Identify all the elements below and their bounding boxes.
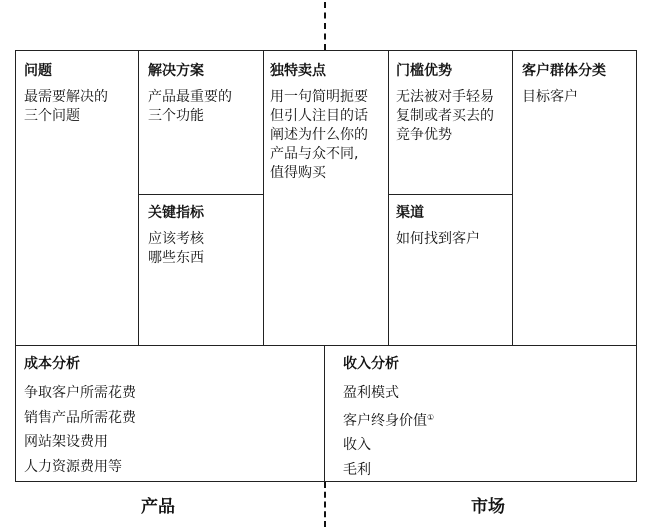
cell-solution (148, 62, 260, 126)
footnote-marker: ① (427, 412, 435, 422)
problem-line: 三个问题 (24, 108, 80, 124)
list-item: 人力资源费用等 (24, 458, 122, 475)
channels-body (396, 230, 510, 249)
uvp-body (270, 88, 386, 183)
unfair-advantage-title: 门槛优势 (396, 63, 452, 79)
customer-segments-title: 客户群体分类 (522, 63, 606, 79)
key-metrics-line: 应该考核 (148, 231, 204, 247)
cell-unique-value-proposition (270, 62, 386, 183)
uvp-line: 产品与众不同, (270, 146, 359, 162)
list-item: 收入 (343, 437, 371, 453)
list-item: 毛利 (343, 461, 371, 478)
cell-revenue-streams (343, 355, 633, 482)
divider-h-left (138, 194, 263, 195)
cost-structure-list (24, 381, 320, 479)
solution-line: 产品最重要的 (148, 89, 232, 105)
problem-line: 最需要解决的 (24, 89, 108, 105)
list-item: 争取客户所需花费 (24, 385, 136, 401)
key-metrics-line: 哪些东西 (148, 250, 204, 266)
list-item (343, 406, 633, 434)
channels-title: 渠道 (396, 205, 424, 221)
solution-title: 解决方案 (148, 63, 204, 79)
solution-body (148, 88, 260, 126)
key-metrics-body (148, 230, 260, 268)
divider-bottom-middle (324, 345, 325, 482)
cell-cost-structure (24, 355, 320, 479)
unfair-advantage-line: 无法被对手轻易 (396, 89, 494, 105)
divider-v4 (512, 50, 513, 345)
unfair-advantage-body (396, 88, 510, 145)
divider-v2 (263, 50, 264, 345)
cell-channels (396, 204, 510, 249)
revenue-streams-list (343, 381, 633, 482)
center-divider-top (324, 2, 326, 50)
center-divider-bottom (324, 482, 326, 527)
uvp-line: 用一句简明扼要 (270, 89, 368, 105)
unfair-advantage-line: 竞争优势 (396, 127, 452, 143)
footer-product-label: 产品 (141, 497, 175, 517)
solution-line: 三个功能 (148, 108, 204, 124)
cell-customer-segments (522, 62, 634, 107)
list-item: 盈利模式 (343, 385, 399, 401)
divider-v3 (388, 50, 389, 345)
uvp-title: 独特卖点 (270, 63, 326, 79)
channels-line: 如何找到客户 (396, 231, 480, 247)
list-item: 销售产品所需花费 (24, 409, 136, 426)
problem-body (24, 88, 134, 126)
list-item: 网站架设费用 (24, 434, 108, 450)
cell-problem (24, 62, 134, 126)
uvp-line: 但引人注目的话 (270, 108, 368, 124)
cell-unfair-advantage (396, 62, 510, 145)
cell-key-metrics (148, 204, 260, 268)
customer-segments-body (522, 88, 634, 107)
cost-structure-title: 成本分析 (24, 356, 80, 372)
divider-h-main (15, 345, 637, 346)
uvp-line: 阐述为什么你的 (270, 127, 368, 143)
key-metrics-title: 关键指标 (148, 205, 204, 221)
uvp-line: 值得购买 (270, 165, 326, 181)
problem-title: 问题 (24, 63, 52, 79)
list-item-text: 客户终身价值 (343, 412, 427, 429)
revenue-streams-title: 收入分析 (343, 356, 399, 372)
unfair-advantage-line: 复制或者买去的 (396, 108, 494, 124)
customer-segments-line: 目标客户 (522, 89, 578, 105)
divider-v1 (138, 50, 139, 345)
divider-h-right (388, 194, 512, 195)
footer-market-label: 市场 (471, 497, 505, 517)
